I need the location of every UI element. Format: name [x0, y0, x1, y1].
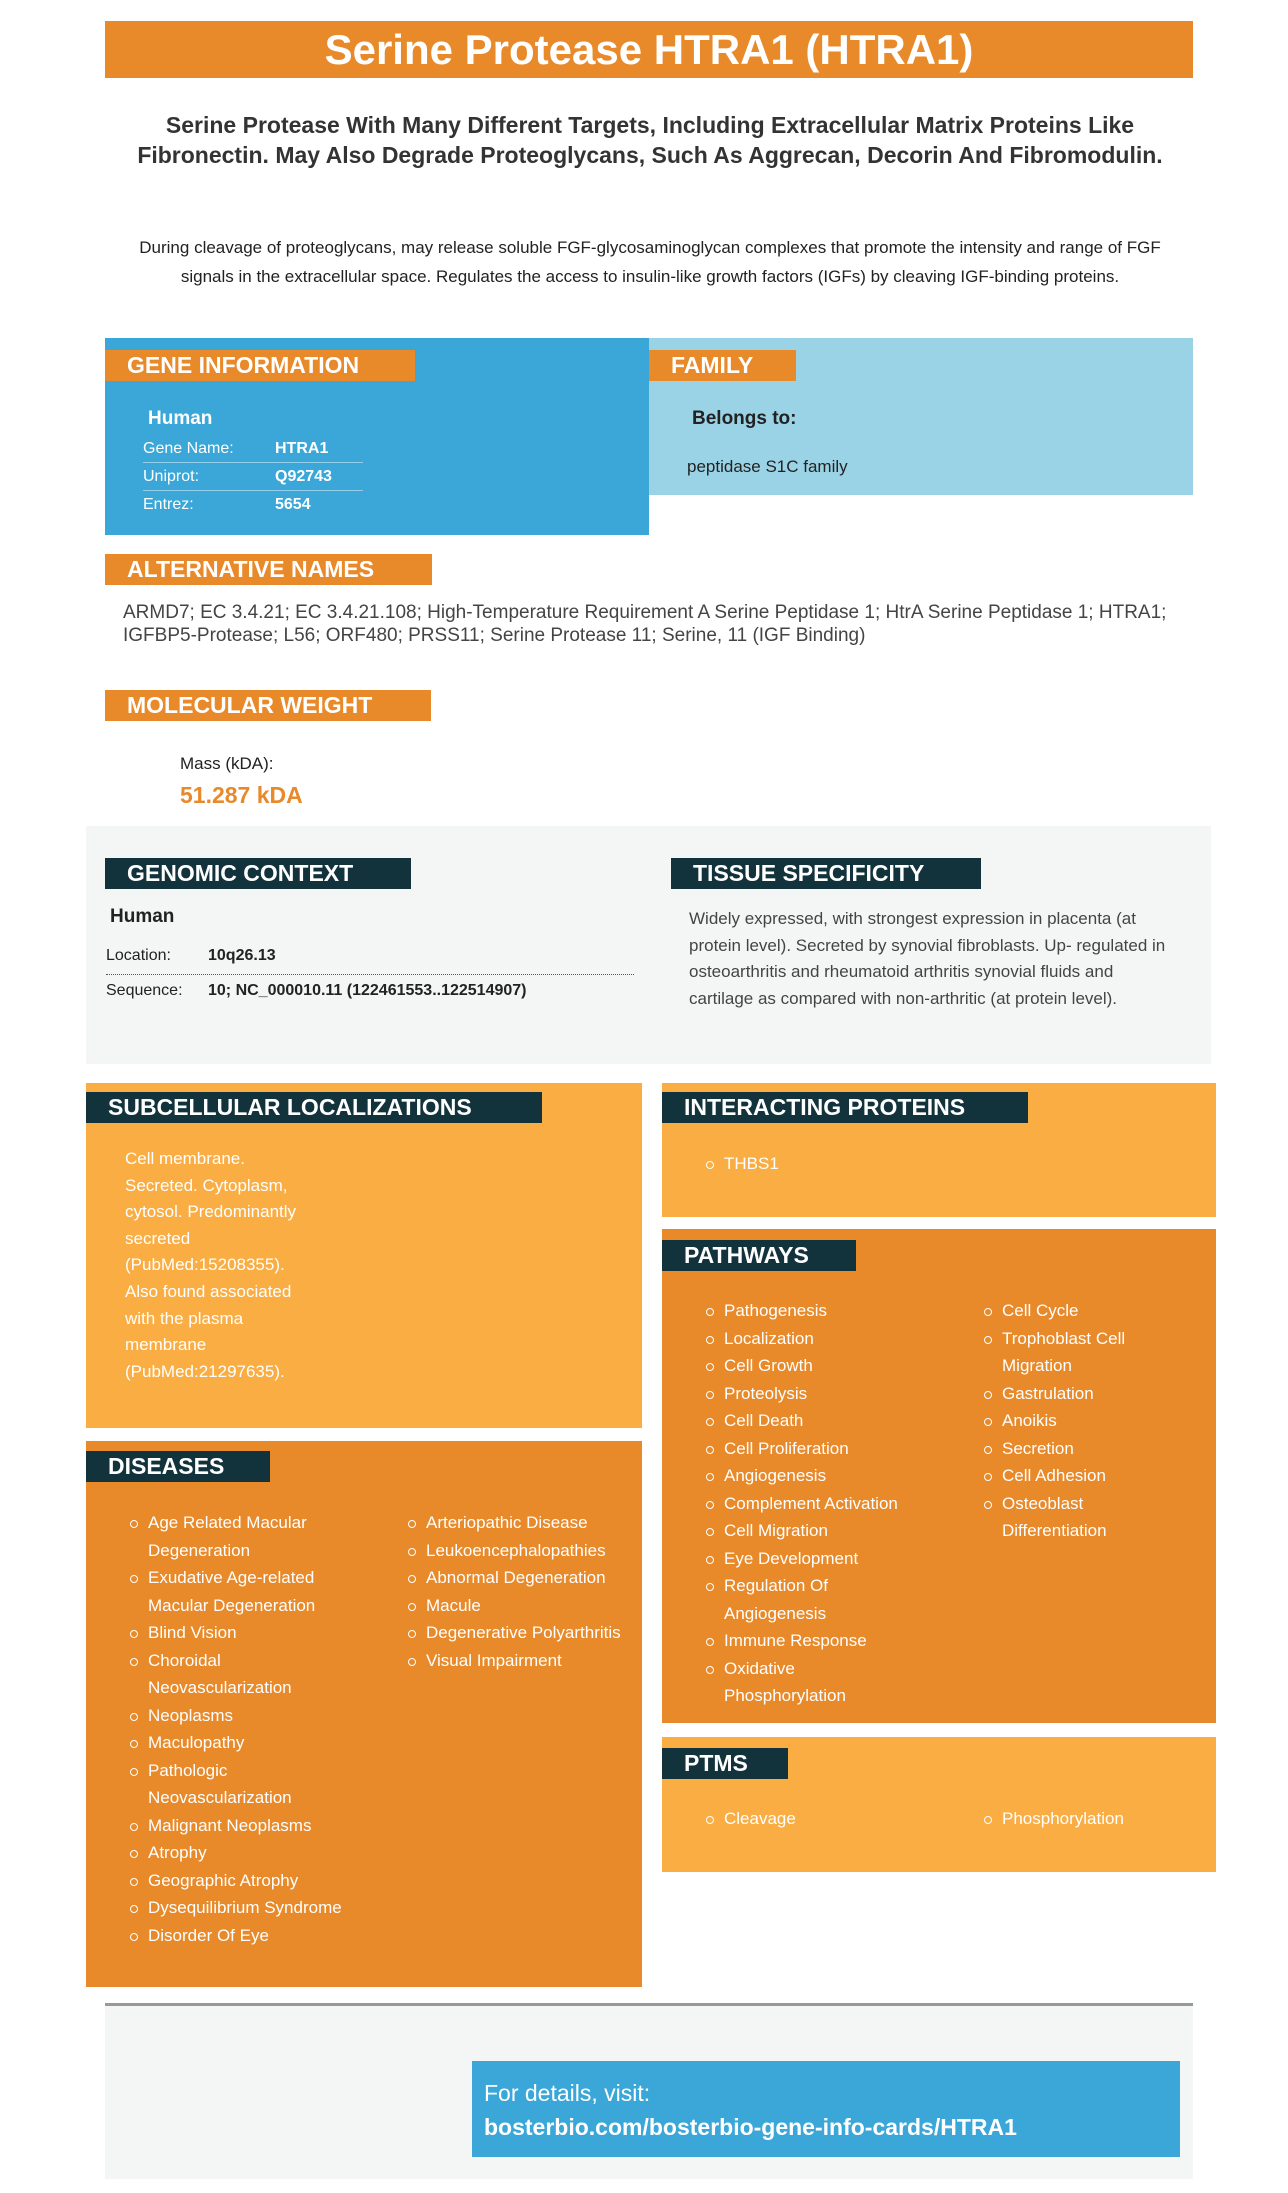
gene-row-key: Gene Name: [143, 439, 234, 457]
pathways-panel [662, 1229, 1216, 1723]
disease-item: Age Related Macular Degeneration [128, 1509, 358, 1564]
interacting-proteins-label: INTERACTING PROTEINS [662, 1092, 1028, 1123]
pathway-item: Osteoblast Differentiation [982, 1490, 1122, 1545]
pathway-item: Localization [704, 1325, 944, 1353]
gene-row-value: Q92743 [275, 467, 332, 485]
disease-item: Malignant Neoplasms [128, 1812, 358, 1840]
alternative-names-text: ARMD7; EC 3.4.21; EC 3.4.21.108; High-Temperature Requirement A Serine Peptidase 1; HtrA Serine Peptidase 1; HTRA1; IGFBP5-Protease; L56; ORF480; PRSS11; Serine Protease 11; Serine, 11 (IGF Binding) [123, 602, 1167, 646]
genomic-sequence-row [106, 982, 527, 1000]
pathway-item: Pathogenesis [704, 1297, 944, 1325]
ptms-list-col2 [982, 1805, 1124, 1833]
pathways-list-col1 [704, 1297, 944, 1710]
disease-item: Atrophy [128, 1839, 358, 1867]
family-panel [649, 338, 1193, 495]
genomic-location-row [106, 947, 634, 975]
subcellular-label: SUBCELLULAR LOCALIZATIONS [86, 1092, 542, 1123]
family-belongs-label: Belongs to: [692, 408, 797, 429]
pathway-item: Cell Proliferation [704, 1435, 944, 1463]
page-title: Serine Protease HTRA1 (HTRA1) [105, 21, 1193, 78]
ptms-label: PTMS [662, 1748, 788, 1779]
subcellular-line: secreted [125, 1228, 191, 1248]
family-label: FAMILY [649, 350, 796, 381]
disease-item: Disorder Of Eye [128, 1922, 358, 1950]
pathway-item: Proteolysis [704, 1380, 944, 1408]
pathway-item: Secretion [982, 1435, 1162, 1463]
disease-item: Blind Vision [128, 1619, 358, 1647]
pathway-item: Oxidative Phosphorylation [704, 1655, 874, 1710]
pathway-item: Gastrulation [982, 1380, 1162, 1408]
gene-species: Human [148, 408, 213, 429]
disease-item: Dysequilibrium Syndrome [128, 1894, 358, 1922]
pathway-item: Immune Response [704, 1627, 944, 1655]
pathway-item: Cell Cycle [982, 1297, 1162, 1325]
disease-item: Pathologic Neovascularization [128, 1757, 358, 1812]
genomic-location-key: Location: [106, 947, 171, 964]
gene-row-key: Uniprot: [143, 467, 200, 485]
subcellular-line: membrane [125, 1335, 207, 1355]
disease-item: Neoplasms [128, 1702, 358, 1730]
disease-item: Leukoencephalopathies [406, 1537, 638, 1565]
diseases-list-col1 [128, 1509, 358, 1949]
disease-item: Arteriopathic Disease [406, 1509, 638, 1537]
genomic-species: Human [110, 906, 175, 927]
pathway-item: Anoikis [982, 1407, 1162, 1435]
gene-info-table [143, 435, 363, 519]
details-intro: For details, visit: [484, 2080, 651, 2106]
subcellular-line: (PubMed:15208355). [125, 1255, 285, 1275]
family-value: peptidase S1C family [687, 457, 848, 476]
pathways-list-col2 [982, 1297, 1162, 1545]
disease-item: Degenerative Polyarthritis [406, 1619, 638, 1647]
mass-label: Mass (kDA): [180, 754, 274, 773]
subcellular-line: cytosol. Predominantly [125, 1202, 297, 1222]
details-url-link[interactable]: bosterbio.com/bosterbio-gene-info-cards/HTRA1 [484, 2114, 1017, 2140]
ptm-item: Phosphorylation [982, 1805, 1124, 1833]
gene-row-entrez [143, 491, 363, 519]
gene-information-panel [105, 338, 649, 535]
disease-item: Choroidal Neovascularization [128, 1647, 358, 1702]
mass-value: 51.287 kDA [180, 782, 303, 808]
diseases-list-col2 [406, 1509, 638, 1674]
gene-row-key: Entrez: [143, 496, 194, 513]
molecular-weight-label: MOLECULAR WEIGHT [105, 690, 431, 721]
pathway-item: Complement Activation [704, 1490, 944, 1518]
subcellular-text [125, 1146, 296, 1385]
interacting-protein-item: THBS1 [704, 1150, 779, 1178]
disease-item: Visual Impairment [406, 1647, 638, 1675]
protein-function-summary: During cleavage of proteoglycans, may release soluble FGF-glycosaminoglycan complexes that promote the intensity and range of FGF signals in the extracellular space. Regulates the access to insulin-like growth factors (IGFs) by cleaving IGF-binding proteins. [139, 238, 1161, 286]
interacting-proteins-list [704, 1150, 779, 1178]
tissue-specificity-label: TISSUE SPECIFICITY [671, 858, 981, 889]
pathway-item: Regulation Of Angiogenesis [704, 1572, 874, 1627]
disease-item: Abnormal Degeneration [406, 1564, 638, 1592]
alternative-names-label: ALTERNATIVE NAMES [105, 554, 432, 585]
diseases-panel [86, 1441, 642, 1987]
disease-item: Maculopathy [128, 1729, 358, 1757]
gene-information-label: GENE INFORMATION [105, 350, 415, 381]
genomic-sequence-value: 10; NC_000010.11 (122461553..122514907) [208, 982, 527, 999]
disease-item: Exudative Age-related Macular Degeneration [128, 1564, 358, 1619]
pathway-item: Angiogenesis [704, 1462, 944, 1490]
gene-row-value: 5654 [275, 496, 311, 513]
subcellular-line: Also found associated [125, 1281, 292, 1301]
pathways-label: PATHWAYS [662, 1240, 856, 1271]
pathway-item: Cell Migration [704, 1517, 944, 1545]
pathway-item: Trophoblast Cell Migration [982, 1325, 1162, 1380]
details-link-box[interactable] [472, 2061, 1180, 2157]
subcellular-line: Secreted. Cytoplasm, [125, 1175, 288, 1195]
gene-row-name [143, 435, 363, 463]
pathway-item: Eye Development [704, 1545, 944, 1573]
gene-row-value: HTRA1 [275, 439, 329, 457]
pathway-item: Cell Adhesion [982, 1462, 1162, 1490]
ptms-panel [662, 1737, 1216, 1872]
subcellular-line: Cell membrane. [125, 1149, 245, 1168]
ptms-list-col1 [704, 1805, 796, 1833]
genomic-context-label: GENOMIC CONTEXT [105, 858, 411, 889]
subcellular-line: with the plasma [125, 1308, 244, 1328]
subcellular-panel [86, 1083, 642, 1428]
ptm-item: Cleavage [704, 1805, 796, 1833]
pathway-item: Cell Death [704, 1407, 944, 1435]
subcellular-line: (PubMed:21297635). [125, 1361, 285, 1381]
gene-row-uniprot [143, 463, 363, 491]
disease-item: Geographic Atrophy [128, 1867, 358, 1895]
pathway-item: Cell Growth [704, 1352, 944, 1380]
tissue-specificity-text: Widely expressed, with strongest expression in placenta (at protein level). Secreted by synovial fibroblasts. Up- regulated in osteoarthritis and rheumatoid arthritis synovial fluids and cartilage as compared with non-arthritic (at protein level). [689, 909, 1166, 1008]
interacting-proteins-panel [662, 1083, 1216, 1217]
disease-item: Macule [406, 1592, 638, 1620]
protein-function-heading: Serine Protease With Many Different Targets, Including Extracellular Matrix Proteins Like Fibronectin. May Also Degrade Proteoglycans, Such As Aggrecan, Decorin And Fibromodulin. [137, 112, 1163, 168]
genomic-location-value: 10q26.13 [208, 947, 276, 964]
diseases-label: DISEASES [86, 1451, 270, 1482]
genomic-sequence-key: Sequence: [106, 982, 183, 999]
